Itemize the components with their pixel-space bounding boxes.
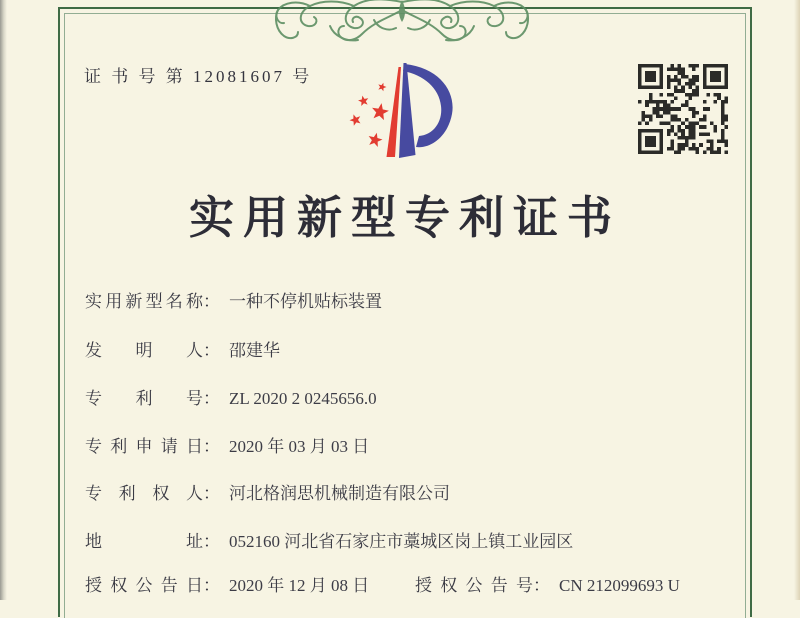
- field-label: 实用新型名称: [85, 292, 203, 311]
- field-colon: ：: [203, 532, 220, 551]
- field-colon: ：: [203, 389, 220, 408]
- field-label: 地址: [85, 532, 203, 551]
- field-label: 发明人: [85, 341, 203, 360]
- field-label: 专利权人: [85, 484, 203, 503]
- page-left-edge-shadow: [0, 0, 7, 600]
- field-colon: ：: [203, 437, 220, 456]
- field-row-patentee: [85, 479, 450, 504]
- field-row-grant-number: [415, 571, 680, 596]
- field-value: 2020 年 03 月 03 日: [229, 437, 370, 456]
- field-label: 专利申请日: [85, 437, 203, 456]
- field-colon: ：: [203, 292, 220, 311]
- field-row-address: [85, 527, 573, 552]
- field-value: 一种不停机贴标装置: [229, 292, 382, 311]
- field-row-name: [85, 287, 382, 312]
- field-value: 河北格润思机械制造有限公司: [229, 484, 450, 503]
- field-row-patent-number: [85, 384, 377, 409]
- field-value: ZL 2020 2 0245656.0: [229, 389, 377, 408]
- field-value: CN 212099693 U: [559, 576, 680, 595]
- field-row-filing-date: [85, 432, 369, 457]
- floral-scroll-ornament-icon: [270, 0, 534, 52]
- field-label: 专利号: [85, 389, 203, 408]
- field-value: 052160 河北省石家庄市藁城区岗上镇工业园区: [229, 532, 574, 551]
- field-label: 授权公告日: [85, 576, 203, 595]
- certificate-title: 实用新型专利证书: [188, 193, 621, 243]
- cnipa-patent-logo-icon: [348, 56, 466, 168]
- page-right-edge-shadow: [794, 0, 800, 600]
- field-row-inventor: [85, 336, 280, 361]
- field-value: 2020 年 12 月 08 日: [229, 576, 370, 595]
- field-row-grant-date: [85, 571, 369, 596]
- certificate-number: 证 书 号 第 12081607 号: [84, 67, 313, 86]
- field-colon: ：: [533, 576, 550, 595]
- qr-code: [637, 64, 729, 154]
- field-value: 邵建华: [229, 341, 280, 360]
- field-colon: ：: [203, 576, 220, 595]
- field-label: 授权公告号: [415, 576, 533, 595]
- field-colon: ：: [203, 484, 220, 503]
- field-colon: ：: [203, 341, 220, 360]
